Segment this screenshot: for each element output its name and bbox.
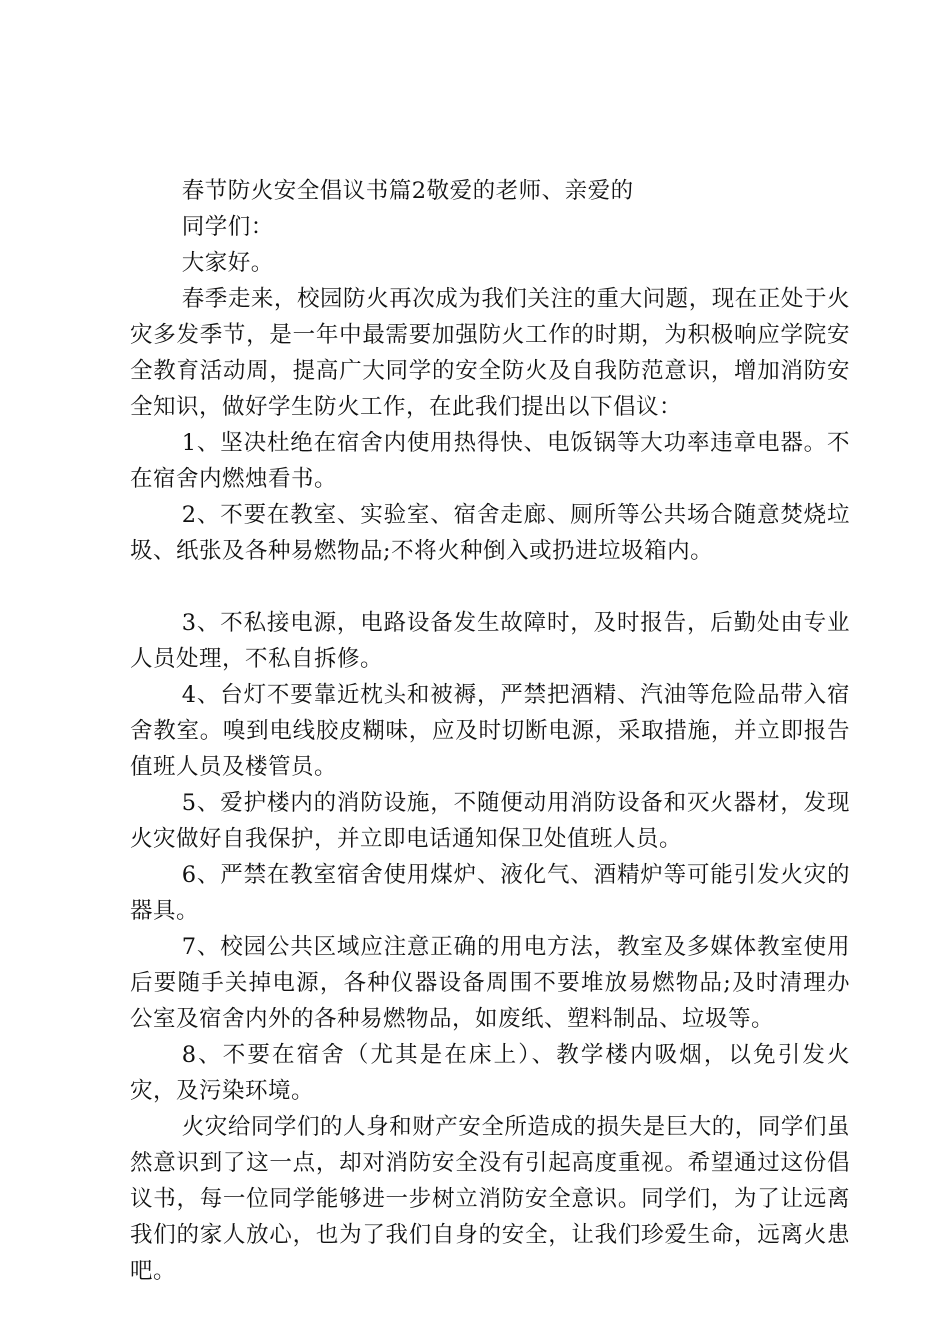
proposal-item-2: 2、不要在教室、实验室、宿舍走廊、厕所等公共场合随意焚烧垃圾、纸张及各种易燃物品;不将火种倒入或扔进垃圾箱内。 bbox=[130, 502, 850, 564]
proposal-item-1: 1、坚决杜绝在宿舍内使用热得快、电饭锅等大功率违章电器。不在宿舍内燃烛看书。 bbox=[130, 430, 850, 492]
proposal-item-5: 5、爱护楼内的消防设施，不随便动用消防设备和灭火器材，发现火灾做好自我保护，并立即电话通知保卫处值班人员。 bbox=[130, 790, 850, 852]
proposal-item-6: 6、严禁在教室宿舍使用煤炉、液化气、酒精炉等可能引发火灾的器具。 bbox=[130, 862, 850, 924]
greeting: 大家好。 bbox=[181, 250, 274, 276]
proposal-item-3: 3、不私接电源，电路设备发生故障时，及时报告，后勤处由专业人员处理，不私自拆修。 bbox=[130, 610, 850, 672]
proposal-item-4: 4、台灯不要靠近枕头和被褥，严禁把酒精、汽油等危险品带入宿舍教室。嗅到电线胶皮糊味，应及时切断电源，采取措施，并立即报告值班人员及楼管员。 bbox=[130, 682, 850, 780]
proposal-item-7: 7、校园公共区域应注意正确的用电方法，教室及多媒体教室使用后要随手关掉电源，各种仪器设备周围不要堆放易燃物品;及时清理办公室及宿舍内外的各种易燃物品，如废纸、塑料制品、垃圾等。 bbox=[130, 934, 850, 1032]
closing-paragraph: 火灾给同学们的人身和财产安全所造成的损失是巨大的，同学们虽然意识到了这一点，却对消防安全没有引起高度重视。希望通过这份倡议书，每一位同学能够进一步树立消防安全意识。同学们，为了让远离我们的家人放心，也为了我们自身的安全，让我们珍爱生命，远离火患吧。 bbox=[130, 1114, 850, 1284]
proposal-item-8: 8、不要在宿舍（尤其是在床上）、教学楼内吸烟，以免引发火灾，及污染环境。 bbox=[130, 1042, 850, 1104]
intro-paragraph: 春季走来，校园防火再次成为我们关注的重大问题，现在正处于火灾多发季节，是一年中最需要加强防火工作的时期，为积极响应学院安全教育活动周，提高广大同学的安全防火及自我防范意识，增加消防安全知识，做好学生防火工作，在此我们提出以下倡议： bbox=[130, 286, 850, 420]
document-body bbox=[130, 173, 850, 1289]
salutation: 同学们： bbox=[181, 214, 274, 240]
document-heading: 春节防火安全倡议书篇2敬爱的老师、亲爱的 bbox=[181, 178, 634, 204]
